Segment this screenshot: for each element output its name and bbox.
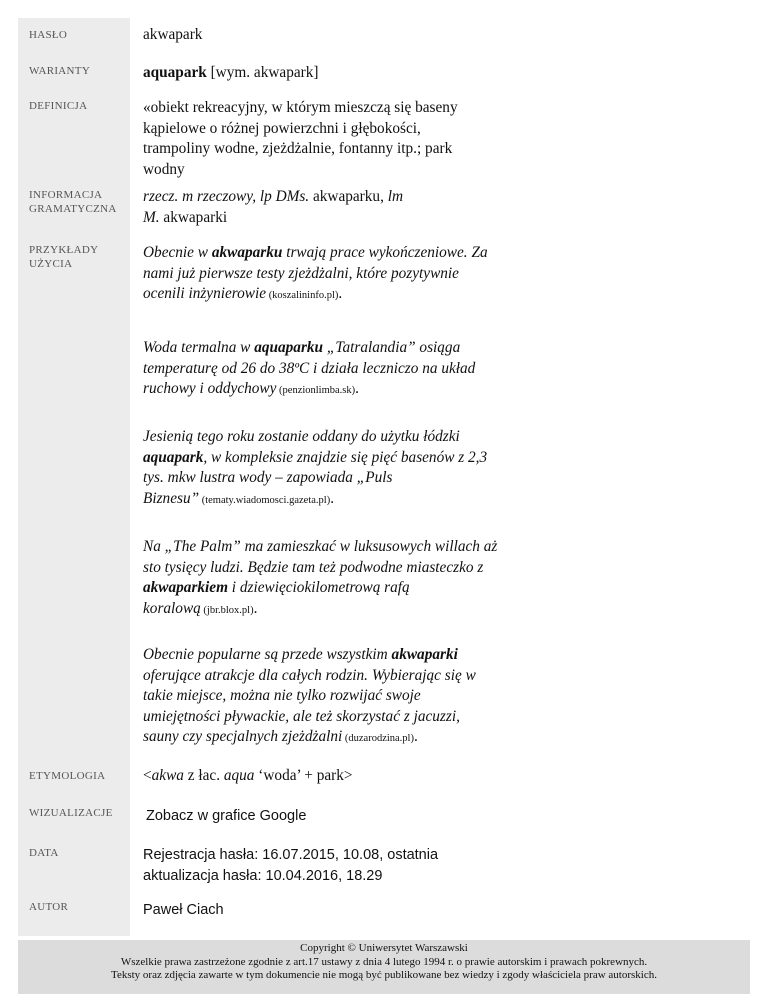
source-citation: (jbr.blox.pl)	[200, 604, 254, 616]
label-column-background	[18, 18, 130, 936]
footer-line: Copyright © Uniwersytet Warszawski	[300, 942, 468, 954]
definition-line: kąpielowe o różnej powierzchni i głębokości,	[143, 119, 421, 137]
headword: akwapark	[143, 26, 203, 43]
label-przyklady	[29, 243, 129, 271]
label-data: DATA	[29, 847, 59, 859]
label-definicja: DEFINICJA	[29, 100, 88, 112]
example-1: Obecnie w akwaparku trwają prace wykończeniowe. Za nami już pierwsze testy zjeżdżalni, które pozytywnie ocenili inżynierowie (koszalininfo.pl).	[143, 244, 488, 302]
definition-line: trampoliny wodne, zjeżdżalnie, fontanny itp.; park	[143, 140, 453, 157]
label-etymologia: ETYMOLOGIA	[29, 770, 106, 782]
google-images-link[interactable]: Zobacz w grafice Google	[146, 808, 307, 824]
grammar-italic: lm	[387, 188, 404, 205]
example-4: Na „The Palm” ma zamieszkać w luksusowych willach aż sto tysięcy ludzi. Będzie tam też podwodne miasteczko z akwaparkiem i dziewięciokilometrową rafą koralową (jbr.blox.pl).	[143, 538, 498, 617]
variant-pronunciation: [wym. akwapark]	[206, 64, 319, 81]
source-citation: (penzionlimba.sk)	[276, 385, 356, 396]
definition-line: «obiekt rekreacyjny, w którym mieszczą się baseny	[143, 99, 458, 116]
variants-value	[143, 63, 513, 84]
label-line: PRZYKŁADY	[29, 244, 99, 256]
example-5: Obecnie popularne są przede wszystkim akwaparki oferujące atrakcje dla całych rodzin. Wybierając się w takie miejsce, można nie tylko rozwijać swoje umiejętności pływackie, ale też skorzystać z jacuzzi, sauny czy specjalnych zjeżdżalni (duzarodzina.pl).	[143, 646, 476, 745]
label-haslo: HASŁO	[29, 29, 68, 41]
footer-line: Teksty oraz zdjęcia zawarte w tym dokumencie nie mogą być publikowane bez wiedzy i zgody właściciela praw autorskich.	[111, 969, 657, 981]
definition-text	[143, 98, 513, 180]
dates-text	[143, 845, 513, 886]
label-line: GRAMATYCZNA	[29, 203, 117, 215]
grammar-plain: akwaparki	[159, 208, 228, 226]
grammar-italic: rzecz. m rzeczowy, lp DMs.	[143, 188, 310, 205]
registration-date: Rejestracja hasła: 16.07.2015, 10.08, ostatnia	[143, 847, 439, 863]
source-citation: (tematy.wiadomosci.gazeta.pl)	[199, 494, 331, 506]
example-3: Jesienią tego roku zostanie oddany do użytku łódzki aquapark, w kompleksie znajdzie się pięć basenów z 2,3 tys. mkw lustra wody – zapowiada „Puls Biznesu” (tematy.wiadomosci.gazeta.pl).	[143, 428, 488, 507]
grammar-italic: M.	[143, 208, 160, 226]
grammar-line	[143, 187, 513, 208]
grammar-plain: akwaparku,	[309, 188, 388, 205]
label-line: UŻYCIA	[29, 258, 73, 270]
example-2: Woda termalna w aquaparku „Tatralandia” osiąga temperaturę od 26 do 38ºC i działa leczniczo na układ ruchowy i oddychowy (penzionlimba.sk).	[143, 339, 476, 397]
source-citation: (duzarodzina.pl)	[342, 733, 414, 744]
copyright-footer	[18, 940, 750, 994]
grammar-line	[143, 208, 513, 229]
label-line: INFORMACJA	[29, 189, 103, 201]
footer-line: Wszelkie prawa zastrzeżone zgodnie z art.17 ustawy z dnia 4 lutego 1994 r. o prawie autorskim i prawach pokrewnych.	[120, 955, 648, 968]
etymology-text: <akwa z łac. aqua ‘woda’ + park>	[143, 767, 353, 784]
update-date: aktualizacja hasła: 10.04.2016, 18.29	[143, 867, 383, 884]
grammar-info	[143, 187, 513, 228]
label-autor: AUTOR	[29, 901, 69, 913]
label-gramatyka	[29, 188, 129, 216]
source-citation: (koszalininfo.pl)	[266, 290, 339, 301]
label-warianty: WARIANTY	[29, 65, 91, 77]
author-name: Paweł Ciach	[143, 902, 224, 918]
variant-bold: aquapark	[143, 64, 207, 81]
definition-line: wodny	[143, 160, 185, 178]
label-wizualizacje: WIZUALIZACJE	[29, 807, 113, 819]
